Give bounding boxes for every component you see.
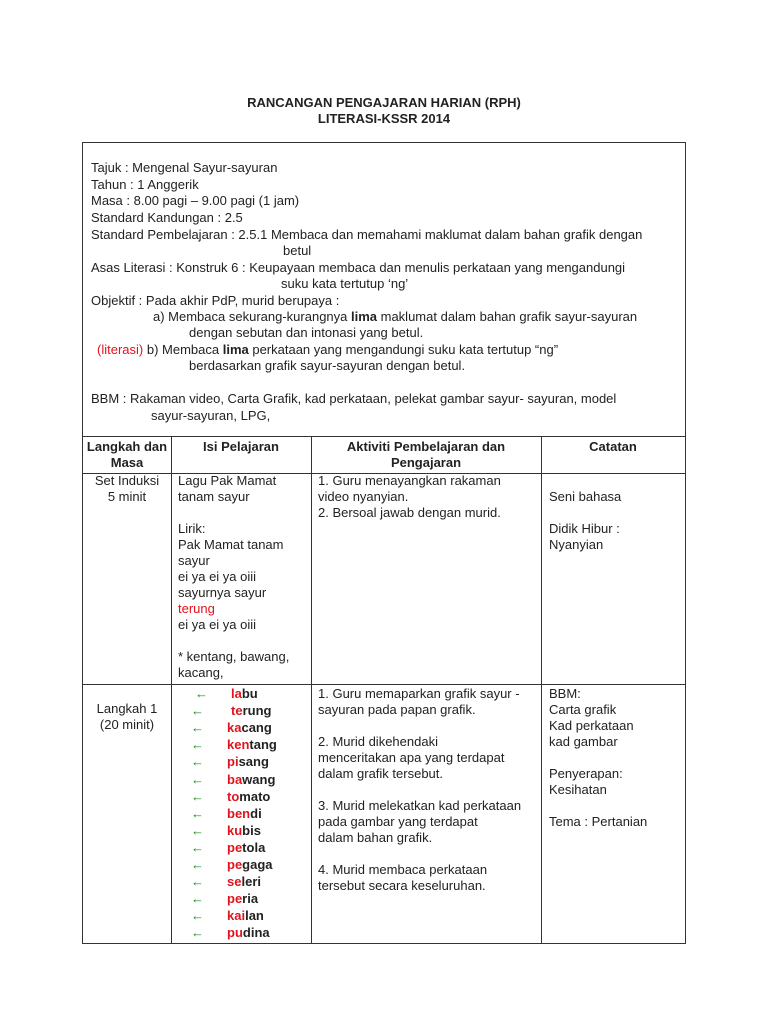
left-arrow-icon: ← bbox=[191, 925, 204, 941]
word-text bbox=[227, 925, 270, 941]
word-syllable-red: pi bbox=[227, 754, 239, 770]
isi-blank bbox=[178, 505, 308, 521]
word-text bbox=[231, 686, 258, 702]
objektif-a-bold: lima bbox=[351, 309, 378, 324]
word-syllable-black: sang bbox=[238, 754, 269, 770]
left-arrow-icon: ← bbox=[191, 771, 204, 787]
objektif-b-line bbox=[97, 342, 558, 358]
header-catatan: Catatan bbox=[589, 439, 637, 454]
word-text bbox=[227, 789, 270, 805]
catatan-line: BBM: bbox=[549, 686, 581, 701]
word-item bbox=[191, 772, 309, 788]
page-subtitle: LITERASI-KSSR 2014 bbox=[317, 111, 451, 126]
aktiviti-line: 1. Guru menayangkan rakaman bbox=[318, 473, 501, 488]
word-syllable-black: to bbox=[242, 839, 255, 855]
col-divider-3 bbox=[541, 436, 542, 944]
table-top-border bbox=[83, 436, 685, 437]
word-item bbox=[191, 857, 309, 873]
isi-line: ei ya ei ya oiii bbox=[178, 569, 257, 584]
bbm-line: BBM : Rakaman video, Carta Grafik, kad perkataan, pelekat gambar sayur- sayuran, model bbox=[91, 391, 617, 406]
word-syllable-black: to bbox=[258, 788, 271, 804]
aktiviti-line: video nyanyian. bbox=[318, 489, 409, 504]
word-text bbox=[227, 772, 275, 788]
word-syllable-black: le bbox=[241, 874, 253, 890]
left-arrow-icon: ← bbox=[191, 788, 204, 804]
aktiviti-blank bbox=[318, 782, 540, 798]
left-arrow-icon: ← bbox=[191, 839, 204, 855]
word-item bbox=[191, 806, 309, 822]
left-arrow-icon: ← bbox=[191, 908, 204, 924]
word-item bbox=[191, 754, 309, 770]
row1-langkah-line: 5 minit bbox=[107, 489, 147, 504]
objektif-b-cont: berdasarkan grafik sayur-sayuran dengan betul. bbox=[189, 358, 466, 373]
tajuk-line: Tajuk : Mengenal Sayur-sayuran bbox=[91, 160, 278, 175]
literasi-tag: (literasi) bbox=[97, 342, 144, 357]
header-aktiviti: Aktiviti Pembelajaran dan Pengajaran bbox=[346, 439, 506, 470]
word-syllable-red: ken bbox=[227, 737, 250, 753]
word-text bbox=[227, 908, 264, 924]
word-syllable-black: a bbox=[250, 891, 259, 907]
header-langkah: Langkah dan Masa bbox=[86, 439, 168, 470]
objektif-a-post: maklumat dalam bahan grafik sayur-sayuran bbox=[377, 309, 638, 324]
word-syllable-black: ri bbox=[252, 874, 261, 890]
objektif-b-pre: b) Membaca bbox=[143, 342, 223, 357]
word-item bbox=[191, 840, 309, 856]
word-syllable-red: kai bbox=[227, 908, 246, 924]
left-arrow-icon: ← bbox=[195, 686, 208, 701]
left-arrow-icon: ← bbox=[191, 720, 204, 736]
objektif-b-bold: lima bbox=[222, 342, 249, 357]
bbm-cont: sayur-sayuran, LPG, bbox=[151, 408, 271, 423]
word-syllable-black: na bbox=[254, 925, 270, 941]
aktiviti-line: menceritakan apa yang terdapat bbox=[318, 750, 505, 765]
catatan-blank bbox=[549, 505, 683, 521]
rph-frame bbox=[82, 142, 686, 944]
word-item bbox=[191, 789, 309, 805]
row1-langkah-line: Set Induksi bbox=[94, 473, 160, 488]
word-syllable-red: te bbox=[231, 703, 243, 719]
word-syllable-red: pu bbox=[227, 925, 243, 941]
word-item bbox=[191, 874, 309, 890]
word-text bbox=[227, 754, 269, 770]
asas-literasi-cont: suku kata tertutup ‘ng’ bbox=[281, 276, 409, 291]
catatan-line: Carta grafik bbox=[549, 702, 617, 717]
aktiviti-line: 2. Bersoal jawab dengan murid. bbox=[318, 505, 501, 520]
word-syllable-black: ma bbox=[239, 788, 259, 804]
row2-langkah-line: Langkah 1 bbox=[96, 701, 158, 716]
isi-line: Pak Mamat tanam bbox=[178, 537, 284, 552]
word-item bbox=[191, 703, 309, 719]
catatan-line: Penyerapan: bbox=[549, 766, 623, 781]
word-syllable-black: ga bbox=[257, 857, 273, 872]
word-syllable-red: se bbox=[227, 874, 242, 890]
aktiviti-line: 2. Murid dikehendaki bbox=[318, 734, 438, 749]
row2-langkah bbox=[83, 701, 171, 733]
word-syllable-red: to bbox=[227, 788, 240, 804]
word-item bbox=[191, 908, 309, 924]
row2-aktiviti bbox=[318, 686, 540, 894]
word-syllable-black: wang bbox=[242, 771, 276, 787]
aktiviti-line: pada gambar yang terdapat bbox=[318, 814, 478, 829]
aktiviti-line: tersebut secara keseluruhan. bbox=[318, 878, 486, 893]
aktiviti-line: dalam grafik tersebut. bbox=[318, 766, 444, 781]
word-syllable-black: bu bbox=[241, 686, 258, 701]
isi-line: sayurnya sayur bbox=[178, 585, 267, 600]
word-syllable-red: la bbox=[231, 686, 242, 701]
word-text bbox=[231, 703, 271, 719]
catatan-line: Didik Hibur : bbox=[549, 521, 620, 536]
word-text bbox=[227, 840, 265, 856]
isi-line: sayur bbox=[178, 553, 210, 568]
isi-line: Lirik: bbox=[178, 521, 206, 536]
col-divider-2 bbox=[311, 436, 312, 944]
word-syllable-red: ka bbox=[227, 720, 242, 736]
aktiviti-line: 3. Murid melekatkan kad perkataan bbox=[318, 798, 522, 813]
masa-line: Masa : 8.00 pagi – 9.00 pagi (1 jam) bbox=[91, 193, 300, 208]
word-syllable-red: pe bbox=[227, 891, 243, 907]
word-text bbox=[227, 737, 277, 753]
left-arrow-icon: ← bbox=[191, 703, 204, 719]
word-syllable-red: ku bbox=[227, 822, 243, 838]
asas-literasi-line: Asas Literasi : Konstruk 6 : Keupayaan membaca dan menulis perkataan yang mengandungi bbox=[91, 260, 626, 275]
left-arrow-icon: ← bbox=[191, 857, 204, 872]
header-isi: Isi Pelajaran bbox=[203, 439, 279, 454]
catatan-blank bbox=[549, 750, 683, 766]
word-syllable-red: pe bbox=[227, 857, 243, 872]
word-text bbox=[227, 720, 272, 736]
isi-line: ei ya ei ya oiii bbox=[178, 617, 257, 632]
standard-pembelajaran-line: Standard Pembelajaran : 2.5.1 Membaca dan memahami maklumat dalam bahan grafik dengan bbox=[91, 227, 643, 242]
tahun-line: Tahun : 1 Anggerik bbox=[91, 177, 199, 192]
objektif-b-post: perkataan yang mengandungi suku kata tertutup “ng” bbox=[248, 342, 559, 357]
objektif-a-pre: a) Membaca sekurang-kurangnya bbox=[153, 309, 351, 324]
catatan-line: Seni bahasa bbox=[549, 489, 622, 504]
word-syllable-black: ga bbox=[242, 857, 258, 872]
catatan-line: Nyanyian bbox=[549, 537, 604, 552]
row1-catatan bbox=[549, 489, 683, 553]
row1-isi bbox=[178, 473, 308, 681]
objektif-a-cont: dengan sebutan dan intonasi yang betul. bbox=[189, 325, 424, 340]
word-syllable-red: pe bbox=[227, 839, 243, 855]
isi-line: Lagu Pak Mamat bbox=[178, 473, 277, 488]
isi-terung: terung bbox=[178, 601, 215, 616]
left-arrow-icon: ← bbox=[191, 737, 204, 753]
aktiviti-line: dalam bahan grafik. bbox=[318, 830, 433, 845]
aktiviti-line: 4. Murid membaca perkataan bbox=[318, 862, 488, 877]
word-syllable-black: cang bbox=[241, 720, 272, 736]
word-text bbox=[227, 823, 261, 839]
word-item bbox=[191, 823, 309, 839]
word-item bbox=[191, 737, 309, 753]
row1-aktiviti bbox=[318, 473, 540, 521]
standard-kandungan-line: Standard Kandungan : 2.5 bbox=[91, 210, 243, 225]
isi-line: * kentang, bawang, bbox=[178, 649, 290, 664]
word-syllable-black: di bbox=[242, 925, 255, 941]
word-syllable-black: tang bbox=[249, 737, 277, 753]
isi-line: tanam sayur bbox=[178, 489, 250, 504]
aktiviti-blank bbox=[318, 846, 540, 862]
word-text bbox=[227, 874, 261, 890]
objektif-a-line bbox=[153, 309, 637, 325]
word-syllable-black: ri bbox=[242, 891, 251, 907]
aktiviti-line: sayuran pada papan grafik. bbox=[318, 702, 476, 717]
word-item bbox=[191, 686, 309, 702]
row1-langkah bbox=[83, 473, 171, 505]
page-title: RANCANGAN PENGAJARAN HARIAN (RPH) bbox=[247, 95, 521, 110]
isi-line: kacang, bbox=[178, 665, 224, 680]
word-item bbox=[191, 925, 309, 941]
left-arrow-icon: ← bbox=[191, 874, 204, 890]
left-arrow-icon: ← bbox=[191, 805, 204, 821]
aktiviti-line: 1. Guru memaparkan grafik sayur - bbox=[318, 686, 520, 701]
left-arrow-icon: ← bbox=[191, 754, 204, 770]
catatan-line: Kad perkataan bbox=[549, 718, 634, 733]
word-syllable-black: la bbox=[254, 839, 266, 855]
word-text bbox=[227, 857, 273, 873]
isi-blank bbox=[178, 633, 308, 649]
word-text bbox=[227, 891, 258, 907]
word-list bbox=[191, 686, 309, 942]
catatan-line: kad gambar bbox=[549, 734, 618, 749]
word-syllable-black: lan bbox=[245, 908, 264, 924]
word-item bbox=[191, 720, 309, 736]
row2-catatan bbox=[549, 686, 683, 830]
word-syllable-black: rung bbox=[242, 703, 272, 719]
row2-langkah-line: (20 minit) bbox=[99, 717, 155, 732]
left-arrow-icon: ← bbox=[191, 822, 204, 838]
objektif-line: Objektif : Pada akhir PdP, murid berupaya : bbox=[91, 293, 340, 308]
word-text bbox=[227, 806, 262, 822]
row-divider bbox=[83, 684, 685, 685]
word-syllable-black: bis bbox=[242, 822, 261, 838]
catatan-line: Tema : Pertanian bbox=[549, 814, 648, 829]
standard-pembelajaran-cont: betul bbox=[283, 243, 312, 258]
catatan-line: Kesihatan bbox=[549, 782, 607, 797]
word-syllable-red: ben bbox=[227, 805, 251, 821]
aktiviti-blank bbox=[318, 718, 540, 734]
word-syllable-red: ba bbox=[227, 771, 243, 787]
catatan-blank bbox=[549, 798, 683, 814]
word-syllable-black: di bbox=[250, 805, 262, 821]
col-divider-1 bbox=[171, 436, 172, 944]
word-item bbox=[191, 891, 309, 907]
left-arrow-icon: ← bbox=[191, 891, 204, 907]
